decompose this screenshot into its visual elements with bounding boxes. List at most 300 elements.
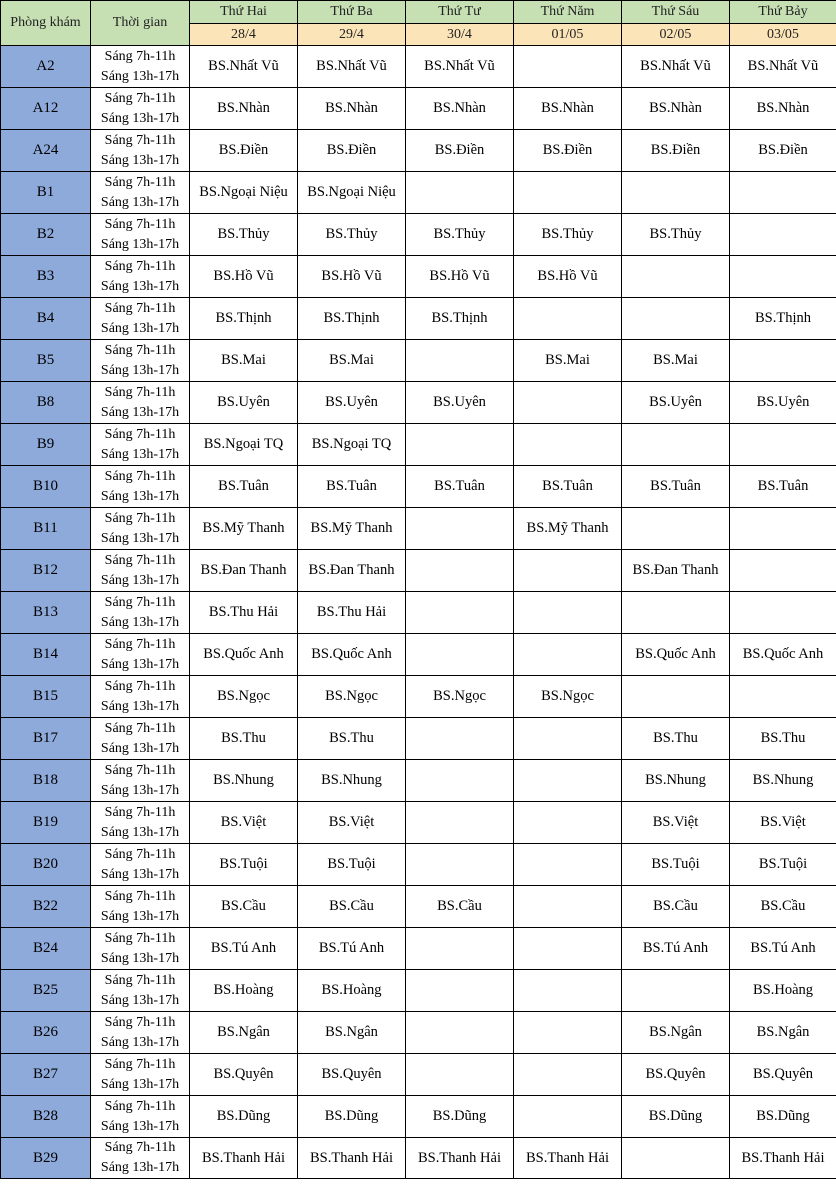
- table-row: [1, 130, 836, 172]
- table-row: [1, 760, 836, 802]
- room-cell: A24: [1, 130, 91, 172]
- time-cell: [91, 1096, 190, 1138]
- time-morning: Sáng 7h-11h: [104, 636, 176, 652]
- time-afternoon: Sáng 13h-17h: [100, 908, 180, 924]
- room-column-header: Phòng khám: [1, 1, 91, 46]
- doctor-cell: BS.Việt: [730, 802, 836, 844]
- room-cell: B11: [1, 508, 91, 550]
- time-cell: [91, 802, 190, 844]
- doctor-cell: BS.Quyên: [622, 1054, 730, 1096]
- doctor-cell: BS.Thanh Hải: [514, 1138, 622, 1179]
- doctor-cell: BS.Điền: [730, 130, 836, 172]
- doctor-cell: [622, 172, 730, 214]
- doctor-cell: BS.Ngoại Niệu: [298, 172, 406, 214]
- doctor-cell: BS.Ngoại TQ: [298, 424, 406, 466]
- doctor-cell: BS.Điền: [622, 130, 730, 172]
- doctor-cell: [622, 256, 730, 298]
- doctor-cell: BS.Ngân: [298, 1012, 406, 1054]
- doctor-cell: BS.Nhàn: [730, 88, 836, 130]
- time-afternoon: Sáng 13h-17h: [100, 362, 180, 378]
- room-cell: B8: [1, 382, 91, 424]
- doctor-cell: [730, 172, 836, 214]
- doctor-cell: BS.Nhàn: [406, 88, 514, 130]
- doctor-cell: BS.Uyên: [622, 382, 730, 424]
- time-afternoon: Sáng 13h-17h: [100, 740, 180, 756]
- time-cell: [91, 760, 190, 802]
- doctor-cell: BS.Thanh Hải: [406, 1138, 514, 1179]
- table-row: [1, 928, 836, 970]
- doctor-cell: BS.Thủy: [298, 214, 406, 256]
- doctor-cell: BS.Tuội: [298, 844, 406, 886]
- doctor-cell: [406, 592, 514, 634]
- time-cell: [91, 298, 190, 340]
- time-afternoon: Sáng 13h-17h: [100, 530, 180, 546]
- doctor-cell: [622, 592, 730, 634]
- doctor-cell: BS.Nhung: [730, 760, 836, 802]
- room-cell: B25: [1, 970, 91, 1012]
- time-morning: Sáng 7h-11h: [104, 552, 176, 568]
- day-name-header: Thứ Bảy: [730, 1, 836, 24]
- doctor-cell: BS.Dũng: [298, 1096, 406, 1138]
- schedule-body: [1, 46, 836, 1179]
- doctor-cell: BS.Mỹ Thanh: [514, 508, 622, 550]
- doctor-cell: [730, 592, 836, 634]
- time-afternoon: Sáng 13h-17h: [100, 488, 180, 504]
- table-row: [1, 214, 836, 256]
- doctor-cell: BS.Thủy: [622, 214, 730, 256]
- table-row: [1, 424, 836, 466]
- time-morning: Sáng 7h-11h: [104, 720, 176, 736]
- doctor-cell: [406, 550, 514, 592]
- doctor-cell: BS.Hồ Vũ: [514, 256, 622, 298]
- time-cell: [91, 886, 190, 928]
- header-day-row: [1, 1, 836, 24]
- doctor-cell: BS.Điền: [298, 130, 406, 172]
- doctor-cell: BS.Điền: [406, 130, 514, 172]
- doctor-cell: [514, 844, 622, 886]
- doctor-cell: BS.Nhung: [298, 760, 406, 802]
- doctor-cell: BS.Tuân: [190, 466, 298, 508]
- doctor-cell: BS.Tú Anh: [190, 928, 298, 970]
- doctor-cell: BS.Tú Anh: [298, 928, 406, 970]
- doctor-cell: BS.Nhàn: [622, 88, 730, 130]
- time-morning: Sáng 7h-11h: [104, 174, 176, 190]
- schedule-header: [1, 1, 836, 46]
- doctor-cell: BS.Ngân: [190, 1012, 298, 1054]
- doctor-cell: BS.Tuội: [622, 844, 730, 886]
- doctor-cell: [514, 928, 622, 970]
- time-morning: Sáng 7h-11h: [104, 1140, 176, 1155]
- time-cell: [91, 1012, 190, 1054]
- time-afternoon: Sáng 13h-17h: [100, 110, 180, 126]
- room-cell: B22: [1, 886, 91, 928]
- room-cell: B3: [1, 256, 91, 298]
- table-row: [1, 886, 836, 928]
- doctor-cell: [514, 760, 622, 802]
- time-afternoon: Sáng 13h-17h: [100, 236, 180, 252]
- time-afternoon: Sáng 13h-17h: [100, 68, 180, 84]
- time-afternoon: Sáng 13h-17h: [100, 320, 180, 336]
- doctor-cell: BS.Thủy: [406, 214, 514, 256]
- doctor-cell: BS.Ngọc: [514, 676, 622, 718]
- doctor-cell: [622, 508, 730, 550]
- room-cell: B4: [1, 298, 91, 340]
- doctor-cell: [406, 1012, 514, 1054]
- doctor-cell: BS.Nhàn: [298, 88, 406, 130]
- doctor-cell: BS.Mai: [298, 340, 406, 382]
- doctor-cell: BS.Quốc Anh: [190, 634, 298, 676]
- doctor-cell: BS.Thu: [190, 718, 298, 760]
- table-row: [1, 1138, 836, 1179]
- doctor-cell: [730, 214, 836, 256]
- time-morning: Sáng 7h-11h: [104, 972, 176, 988]
- doctor-cell: BS.Uyên: [190, 382, 298, 424]
- time-cell: [91, 970, 190, 1012]
- day-name-header: Thứ Năm: [514, 1, 622, 24]
- time-cell: [91, 382, 190, 424]
- doctor-cell: BS.Điền: [514, 130, 622, 172]
- time-cell: [91, 256, 190, 298]
- time-afternoon: Sáng 13h-17h: [100, 278, 180, 294]
- day-name-header: Thứ Ba: [298, 1, 406, 24]
- table-row: [1, 340, 836, 382]
- doctor-cell: BS.Thủy: [190, 214, 298, 256]
- time-morning: Sáng 7h-11h: [104, 48, 176, 64]
- doctor-cell: [514, 550, 622, 592]
- doctor-cell: [406, 718, 514, 760]
- doctor-cell: BS.Tuội: [730, 844, 836, 886]
- room-cell: B24: [1, 928, 91, 970]
- room-cell: B5: [1, 340, 91, 382]
- doctor-cell: [622, 298, 730, 340]
- table-row: [1, 592, 836, 634]
- day-date-header: 01/05: [514, 24, 622, 46]
- doctor-cell: BS.Tú Anh: [730, 928, 836, 970]
- doctor-cell: [730, 256, 836, 298]
- doctor-cell: BS.Thanh Hải: [298, 1138, 406, 1179]
- doctor-cell: [406, 760, 514, 802]
- table-row: [1, 718, 836, 760]
- time-afternoon: Sáng 13h-17h: [100, 950, 180, 966]
- doctor-cell: BS.Dũng: [622, 1096, 730, 1138]
- doctor-cell: BS.Cầu: [406, 886, 514, 928]
- room-cell: B27: [1, 1054, 91, 1096]
- doctor-cell: BS.Tuân: [514, 466, 622, 508]
- doctor-cell: BS.Cầu: [298, 886, 406, 928]
- doctor-cell: BS.Uyên: [406, 382, 514, 424]
- time-morning: Sáng 7h-11h: [104, 1098, 176, 1114]
- time-cell: [91, 550, 190, 592]
- table-row: [1, 298, 836, 340]
- doctor-cell: BS.Ngọc: [190, 676, 298, 718]
- room-cell: B2: [1, 214, 91, 256]
- room-cell: B13: [1, 592, 91, 634]
- time-morning: Sáng 7h-11h: [104, 258, 176, 274]
- time-cell: [91, 508, 190, 550]
- doctor-cell: [514, 886, 622, 928]
- doctor-cell: [730, 550, 836, 592]
- time-afternoon: Sáng 13h-17h: [100, 152, 180, 168]
- doctor-cell: [730, 676, 836, 718]
- doctor-cell: [406, 802, 514, 844]
- doctor-cell: BS.Nhất Vũ: [622, 46, 730, 88]
- time-cell: [91, 634, 190, 676]
- time-afternoon: Sáng 13h-17h: [100, 404, 180, 420]
- doctor-cell: [514, 382, 622, 424]
- table-row: [1, 634, 836, 676]
- time-afternoon: Sáng 13h-17h: [100, 782, 180, 798]
- time-afternoon: Sáng 13h-17h: [100, 698, 180, 714]
- time-cell: [91, 88, 190, 130]
- room-cell: B29: [1, 1138, 91, 1179]
- room-cell: B19: [1, 802, 91, 844]
- doctor-cell: BS.Nhàn: [190, 88, 298, 130]
- time-morning: Sáng 7h-11h: [104, 510, 176, 526]
- doctor-cell: BS.Quyên: [190, 1054, 298, 1096]
- doctor-cell: BS.Tuân: [622, 466, 730, 508]
- time-column-header: Thời gian: [91, 1, 190, 46]
- time-cell: [91, 46, 190, 88]
- table-row: [1, 676, 836, 718]
- doctor-cell: BS.Đan Thanh: [190, 550, 298, 592]
- doctor-cell: BS.Mai: [190, 340, 298, 382]
- doctor-cell: BS.Việt: [622, 802, 730, 844]
- doctor-cell: [514, 634, 622, 676]
- doctor-cell: BS.Dũng: [406, 1096, 514, 1138]
- time-morning: Sáng 7h-11h: [104, 1056, 176, 1072]
- room-cell: B10: [1, 466, 91, 508]
- time-morning: Sáng 7h-11h: [104, 762, 176, 778]
- time-cell: [91, 1138, 190, 1179]
- doctor-cell: [406, 970, 514, 1012]
- time-cell: [91, 1054, 190, 1096]
- time-afternoon: Sáng 13h-17h: [100, 446, 180, 462]
- time-cell: [91, 172, 190, 214]
- time-morning: Sáng 7h-11h: [104, 426, 176, 442]
- doctor-cell: BS.Hoàng: [298, 970, 406, 1012]
- time-afternoon: Sáng 13h-17h: [100, 992, 180, 1008]
- doctor-cell: BS.Thanh Hải: [730, 1138, 836, 1179]
- time-morning: Sáng 7h-11h: [104, 90, 176, 106]
- doctor-cell: BS.Ngọc: [406, 676, 514, 718]
- time-morning: Sáng 7h-11h: [104, 678, 176, 694]
- day-date-header: 03/05: [730, 24, 836, 46]
- day-date-header: 29/4: [298, 24, 406, 46]
- doctor-cell: BS.Thịnh: [730, 298, 836, 340]
- doctor-cell: [514, 1096, 622, 1138]
- time-morning: Sáng 7h-11h: [104, 846, 176, 862]
- time-cell: [91, 466, 190, 508]
- time-afternoon: Sáng 13h-17h: [100, 1076, 180, 1092]
- doctor-cell: BS.Thịnh: [406, 298, 514, 340]
- doctor-cell: BS.Cầu: [622, 886, 730, 928]
- time-cell: [91, 592, 190, 634]
- room-cell: A2: [1, 46, 91, 88]
- table-row: [1, 1012, 836, 1054]
- doctor-cell: BS.Hồ Vũ: [406, 256, 514, 298]
- table-row: [1, 46, 836, 88]
- table-row: [1, 550, 836, 592]
- doctor-cell: BS.Đan Thanh: [622, 550, 730, 592]
- time-morning: Sáng 7h-11h: [104, 384, 176, 400]
- room-cell: B26: [1, 1012, 91, 1054]
- room-cell: B9: [1, 424, 91, 466]
- room-cell: B17: [1, 718, 91, 760]
- time-afternoon: Sáng 13h-17h: [100, 656, 180, 672]
- day-date-header: 30/4: [406, 24, 514, 46]
- day-date-header: 02/05: [622, 24, 730, 46]
- time-cell: [91, 340, 190, 382]
- day-name-header: Thứ Hai: [190, 1, 298, 24]
- time-morning: Sáng 7h-11h: [104, 1014, 176, 1030]
- doctor-cell: BS.Mai: [514, 340, 622, 382]
- doctor-cell: BS.Thanh Hải: [190, 1138, 298, 1179]
- doctor-cell: [622, 676, 730, 718]
- doctor-cell: BS.Nhung: [622, 760, 730, 802]
- doctor-cell: [406, 928, 514, 970]
- table-row: [1, 1096, 836, 1138]
- doctor-cell: BS.Thu: [730, 718, 836, 760]
- time-cell: [91, 214, 190, 256]
- doctor-cell: [406, 172, 514, 214]
- time-cell: [91, 718, 190, 760]
- doctor-cell: BS.Đan Thanh: [298, 550, 406, 592]
- doctor-cell: BS.Ngoại TQ: [190, 424, 298, 466]
- doctor-cell: [406, 1054, 514, 1096]
- doctor-cell: BS.Mai: [622, 340, 730, 382]
- room-cell: B28: [1, 1096, 91, 1138]
- day-name-header: Thứ Sáu: [622, 1, 730, 24]
- table-row: [1, 88, 836, 130]
- table-row: [1, 466, 836, 508]
- doctor-cell: BS.Ngân: [622, 1012, 730, 1054]
- doctor-cell: BS.Quyên: [298, 1054, 406, 1096]
- doctor-cell: BS.Quốc Anh: [298, 634, 406, 676]
- time-morning: Sáng 7h-11h: [104, 804, 176, 820]
- table-row: [1, 508, 836, 550]
- doctor-cell: [730, 424, 836, 466]
- doctor-cell: [514, 46, 622, 88]
- table-row: [1, 1054, 836, 1096]
- doctor-cell: BS.Mỹ Thanh: [298, 508, 406, 550]
- doctor-cell: BS.Hoàng: [190, 970, 298, 1012]
- doctor-cell: BS.Thủy: [514, 214, 622, 256]
- time-cell: [91, 844, 190, 886]
- doctor-cell: BS.Nhất Vũ: [190, 46, 298, 88]
- doctor-cell: BS.Quốc Anh: [730, 634, 836, 676]
- doctor-cell: [730, 340, 836, 382]
- table-row: [1, 844, 836, 886]
- doctor-cell: BS.Nhất Vũ: [298, 46, 406, 88]
- doctor-cell: [514, 172, 622, 214]
- room-cell: B15: [1, 676, 91, 718]
- doctor-cell: [514, 1054, 622, 1096]
- day-name-header: Thứ Tư: [406, 1, 514, 24]
- doctor-cell: [730, 508, 836, 550]
- doctor-cell: [406, 340, 514, 382]
- doctor-cell: BS.Tuân: [298, 466, 406, 508]
- doctor-cell: BS.Cầu: [730, 886, 836, 928]
- time-afternoon: Sáng 13h-17h: [100, 824, 180, 840]
- doctor-cell: BS.Nhung: [190, 760, 298, 802]
- room-cell: B1: [1, 172, 91, 214]
- time-cell: [91, 676, 190, 718]
- doctor-cell: BS.Nhàn: [514, 88, 622, 130]
- doctor-cell: [514, 802, 622, 844]
- time-afternoon: Sáng 13h-17h: [100, 614, 180, 630]
- doctor-cell: BS.Quốc Anh: [622, 634, 730, 676]
- doctor-cell: [514, 424, 622, 466]
- doctor-cell: BS.Tuội: [190, 844, 298, 886]
- doctor-cell: BS.Việt: [298, 802, 406, 844]
- doctor-cell: BS.Việt: [190, 802, 298, 844]
- time-afternoon: Sáng 13h-17h: [100, 572, 180, 588]
- table-row: [1, 172, 836, 214]
- doctor-cell: BS.Cầu: [190, 886, 298, 928]
- doctor-cell: [406, 508, 514, 550]
- doctor-cell: [406, 424, 514, 466]
- time-cell: [91, 130, 190, 172]
- doctor-cell: BS.Uyên: [298, 382, 406, 424]
- doctor-cell: BS.Thu Hải: [298, 592, 406, 634]
- time-afternoon: Sáng 13h-17h: [100, 866, 180, 882]
- table-row: [1, 970, 836, 1012]
- time-afternoon: Sáng 13h-17h: [100, 1160, 180, 1175]
- doctor-cell: BS.Thịnh: [190, 298, 298, 340]
- time-cell: [91, 424, 190, 466]
- table-row: [1, 256, 836, 298]
- doctor-cell: BS.Thu Hải: [190, 592, 298, 634]
- doctor-cell: BS.Nhất Vũ: [406, 46, 514, 88]
- doctor-cell: [514, 298, 622, 340]
- doctor-cell: BS.Hoàng: [730, 970, 836, 1012]
- doctor-cell: BS.Ngọc: [298, 676, 406, 718]
- time-morning: Sáng 7h-11h: [104, 300, 176, 316]
- doctor-cell: [406, 844, 514, 886]
- doctor-cell: [514, 970, 622, 1012]
- doctor-cell: BS.Quyên: [730, 1054, 836, 1096]
- time-afternoon: Sáng 13h-17h: [100, 1118, 180, 1134]
- doctor-cell: [514, 1012, 622, 1054]
- doctor-cell: [514, 592, 622, 634]
- room-cell: B20: [1, 844, 91, 886]
- doctor-cell: [622, 424, 730, 466]
- doctor-cell: [514, 718, 622, 760]
- doctor-cell: BS.Ngân: [730, 1012, 836, 1054]
- time-morning: Sáng 7h-11h: [104, 888, 176, 904]
- doctor-cell: [622, 970, 730, 1012]
- time-morning: Sáng 7h-11h: [104, 930, 176, 946]
- doctor-cell: BS.Dũng: [190, 1096, 298, 1138]
- time-morning: Sáng 7h-11h: [104, 132, 176, 148]
- doctor-cell: BS.Nhất Vũ: [730, 46, 836, 88]
- doctor-cell: BS.Ngoại Niệu: [190, 172, 298, 214]
- doctor-cell: BS.Mỹ Thanh: [190, 508, 298, 550]
- doctor-cell: BS.Hồ Vũ: [298, 256, 406, 298]
- doctor-cell: BS.Tuân: [730, 466, 836, 508]
- doctor-cell: [406, 634, 514, 676]
- doctor-cell: BS.Uyên: [730, 382, 836, 424]
- day-date-header: 28/4: [190, 24, 298, 46]
- doctor-cell: BS.Tuân: [406, 466, 514, 508]
- time-morning: Sáng 7h-11h: [104, 468, 176, 484]
- table-row: [1, 382, 836, 424]
- table-row: [1, 802, 836, 844]
- room-cell: B14: [1, 634, 91, 676]
- doctor-cell: BS.Thịnh: [298, 298, 406, 340]
- doctor-cell: [622, 1138, 730, 1179]
- time-morning: Sáng 7h-11h: [104, 342, 176, 358]
